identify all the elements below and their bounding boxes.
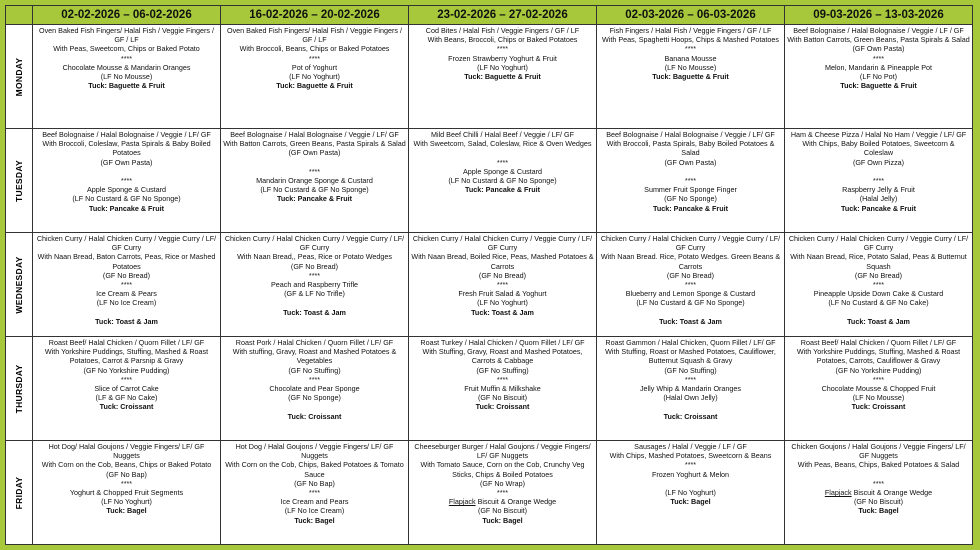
menu-line: Beef Bolognaise / Halal Bolognaise / Veggie / LF/ GF <box>606 130 775 139</box>
menu-line <box>599 308 782 317</box>
separator: **** <box>684 460 697 470</box>
separator: **** <box>496 488 509 498</box>
menu-line: (GF No Bap) <box>106 469 147 479</box>
menu-line <box>599 402 782 411</box>
menu-line: Roast Turkey / Halal Chicken / Quorn Fillet / LF/ GF <box>420 338 585 347</box>
menu-line: Cheeseburger Burger / Halal Goujons / Veggie Fingers/ LF/ GF Nuggets <box>414 442 591 461</box>
menu-line: (LF No Ice Cream) <box>96 298 157 308</box>
menu-line: Frozen Yoghurt & Melon <box>651 469 730 479</box>
menu-line: Hot Dog/ Halal Goujons / Veggie Fingers/ LF/ GF Nuggets <box>48 442 205 461</box>
menu-line: (GF No Yorkshire Pudding) <box>835 365 922 375</box>
menu-line: Oven Baked Fish Fingers/ Halal Fish / Veggie Fingers / GF / LF <box>227 26 402 45</box>
menu-line: Beef Bolognaise / Halal Bolognaise / Veggie / LF/ GF <box>230 130 399 139</box>
separator: **** <box>308 488 321 498</box>
separator: **** <box>120 280 133 290</box>
menu-cell <box>33 25 221 129</box>
menu-line: With Naan Bread, Boiled Rice, Peas, Mashed Potatoes & Carrots <box>411 252 594 271</box>
menu-line <box>35 167 218 176</box>
week-header-row <box>6 6 973 25</box>
menu-line: Mandarin Orange Sponge & Custard <box>256 176 373 186</box>
day-label-cell <box>6 233 33 337</box>
menu-line: With Broccoli, Coleslaw, Pasta Spirals & Baby Boiled Potatoes <box>42 139 211 158</box>
menu-line: Ham & Cheese Pizza / Halal No Ham / Veggie / LF/ GF <box>790 130 967 139</box>
separator: **** <box>872 176 885 186</box>
separator: **** <box>872 478 885 488</box>
dessert-link-word: Flapjack <box>448 497 476 507</box>
menu-line: Pineapple Upside Down Cake & Custard <box>813 289 944 299</box>
menu-cell <box>221 25 409 129</box>
menu-table <box>5 5 973 545</box>
menu-line: (GF No Wrap) <box>480 478 525 488</box>
dessert-rest: Biscuit & Orange Wedge <box>475 497 557 507</box>
menu-line: With Peas, Spaghetti Hoops, Chips & Mashed Potatoes <box>602 35 779 45</box>
menu-line: (LF No Mousse) <box>664 62 717 72</box>
day-label: THURSDAY <box>14 364 24 413</box>
tuck-line: Tuck: Pancake & Fruit <box>653 203 728 213</box>
menu-cell <box>33 129 221 233</box>
menu-cell <box>221 129 409 233</box>
menu-cell <box>785 233 973 337</box>
tuck-line: Tuck: Pancake & Fruit <box>841 203 916 213</box>
menu-line: (LF No Yoghurt) <box>477 62 528 72</box>
menu-line: Peach and Raspberry Trifle <box>270 280 359 290</box>
tuck-line: Tuck: Toast & Jam <box>95 316 158 326</box>
menu-line: (LF No Mousse) <box>852 393 905 403</box>
menu-line: With Batton Carrots, Green Beans, Pasta Spirals & Salad <box>787 35 970 45</box>
week-header: 23-02-2026 – 27-02-2026 <box>409 6 597 25</box>
menu-line: Chicken Goujons / Halal Goujons / Veggie Fingers/ LF/ GF Nuggets <box>791 442 966 461</box>
menu-line <box>787 470 970 479</box>
tuck-line: Tuck: Croissant <box>851 402 906 412</box>
tuck-line: Tuck: Bagel <box>670 497 711 507</box>
menu-cell <box>33 233 221 337</box>
menu-line <box>223 402 406 411</box>
tuck-line: Tuck: Bagel <box>858 506 899 516</box>
menu-line: (GF Own Pasta) <box>852 44 905 54</box>
menu-line: (GF Own Pasta) <box>664 157 717 167</box>
menu-line: (LF No Mousse) <box>100 72 153 82</box>
menu-cell <box>409 441 597 545</box>
menu-line: Sausages / Halal / Veggie / LF / GF <box>634 442 747 451</box>
tuck-line: Tuck: Baguette & Fruit <box>276 81 353 91</box>
menu-line: (GF No Stuffing) <box>288 365 341 375</box>
tuck-line: Tuck: Croissant <box>99 402 154 412</box>
menu-line: Ice Cream and Pears <box>280 497 349 507</box>
menu-line: Raspberry Jelly & Fruit <box>842 185 915 195</box>
day-row-wednesday <box>6 233 973 337</box>
menu-line: Ice Cream & Pears <box>96 289 157 299</box>
menu-line: (GF Own Pasta) <box>100 157 153 167</box>
week-header: 02-03-2026 – 06-03-2026 <box>597 6 785 25</box>
separator: **** <box>496 44 509 54</box>
tuck-line: Tuck: Croissant <box>475 402 530 412</box>
separator: **** <box>308 166 321 176</box>
menu-line: (Halal Own Jelly) <box>663 393 718 403</box>
tuck-line: Tuck: Croissant <box>663 411 718 421</box>
dessert-rest: Biscuit & Orange Wedge <box>851 488 933 498</box>
tuck-line: Tuck: Baguette & Fruit <box>88 81 165 91</box>
menu-line: With stuffing, Gravy, Roast and Mashed Potatoes & Vegetables <box>232 347 397 366</box>
menu-line: With Chips, Baby Boiled Potatoes, Sweetcorn & Coleslaw <box>802 139 955 158</box>
menu-line: (LF No Yoghurt) <box>289 72 340 82</box>
separator: **** <box>120 176 133 186</box>
menu-line: Apple Sponge & Custard <box>86 185 167 195</box>
menu-line: (LF No Custard & GF No Sponge) <box>260 185 369 195</box>
menu-line: (LF No Custard & GF No Sponge) <box>636 298 745 308</box>
menu-line: (GF No Bread) <box>290 261 339 271</box>
separator: **** <box>872 374 885 384</box>
menu-line: With Corn on the Cob, Beans, Chips or Baked Potato <box>41 460 212 470</box>
day-row-thursday <box>6 337 973 441</box>
menu-line: Blueberry and Lemon Sponge & Custard <box>625 289 756 299</box>
menu-line: (LF No Custard & GF No Sponge) <box>72 194 181 204</box>
day-row-tuesday <box>6 129 973 233</box>
tuck-line: Tuck: Baguette & Fruit <box>652 72 729 82</box>
menu-line: Chicken Curry / Halal Chicken Curry / Veggie Curry / LF/ GF Curry <box>788 234 969 253</box>
menu-frame <box>5 5 973 545</box>
menu-cell <box>409 233 597 337</box>
separator: **** <box>120 478 133 488</box>
menu-line: Chicken Curry / Halal Chicken Curry / Veggie Curry / LF/ GF Curry <box>36 234 217 253</box>
tuck-line: Tuck: Toast & Jam <box>659 316 722 326</box>
menu-line <box>223 158 406 167</box>
menu-line: Chocolate Mousse & Mandarin Oranges <box>62 62 191 72</box>
corner-cell <box>6 6 33 25</box>
week-header: 02-02-2026 – 06-02-2026 <box>33 6 221 25</box>
menu-line: (LF No Custard & GF No Sponge) <box>448 176 557 186</box>
separator: **** <box>308 270 321 280</box>
day-label-cell <box>6 337 33 441</box>
menu-line <box>411 148 594 157</box>
menu-line: With Broccoli, Beans, Chips or Baked Potatoes <box>239 44 390 54</box>
day-label: MONDAY <box>14 57 24 96</box>
menu-cell <box>785 129 973 233</box>
separator: **** <box>496 280 509 290</box>
menu-line: Oven Baked Fish Fingers/ Halal Fish / Veggie Fingers / GF / LF <box>39 26 214 45</box>
menu-line: (LF & GF No Cake) <box>95 393 158 403</box>
menu-line: Yoghurt & Chopped Fruit Segments <box>69 488 184 498</box>
menu-line: With Sweetcorn, Salad, Coleslaw, Rice & Oven Wedges <box>413 139 592 149</box>
menu-cell <box>409 25 597 129</box>
menu-line: With Naan Bread. Rice, Potato Wedges. Green Beans & Carrots <box>600 252 781 271</box>
tuck-line: Tuck: Bagel <box>482 515 523 525</box>
menu-line: With Naan Bread,, Peas, Rice or Potato Wedges <box>237 252 392 262</box>
menu-line <box>787 167 970 176</box>
menu-line: (GF & LF No Trifle) <box>284 289 345 299</box>
menu-line: (GF Own Pasta) <box>288 148 341 158</box>
tuck-line: Tuck: Baguette & Fruit <box>464 72 541 82</box>
tuck-line: Tuck: Baguette & Fruit <box>840 81 917 91</box>
separator: **** <box>308 374 321 384</box>
menu-line: With Tomato Sauce, Corn on the Cob, Crunchy Veg Sticks, Chips & Boiled Potatoes <box>420 460 585 479</box>
menu-line: With Beans, Broccoli, Chips or Baked Potatoes <box>427 35 578 45</box>
menu-line: Mild Beef Chilli / Halal Beef / Veggie / LF/ GF <box>430 130 574 139</box>
menu-line <box>599 479 782 488</box>
menu-line: With Stuffing, Gravy, Roast and Mashed Potatoes, Carrots & Cabbage <box>422 347 583 366</box>
menu-cell <box>221 233 409 337</box>
menu-cell <box>597 337 785 441</box>
menu-line: With Corn on the Cob, Chips, Baked Potatoes & Tomato Sauce <box>225 460 404 479</box>
menu-cell <box>409 337 597 441</box>
menu-line: Summer Fruit Sponge Finger <box>644 185 737 195</box>
dessert-line <box>411 497 594 506</box>
menu-cell <box>221 441 409 545</box>
menu-line: (GF No Bread) <box>102 270 151 280</box>
tuck-line: Tuck: Bagel <box>106 506 147 516</box>
menu-line <box>787 308 970 317</box>
menu-line: Hot Dog / Halal Goujons / Veggie Fingers/ LF/ GF Nuggets <box>235 442 394 461</box>
menu-cell <box>221 337 409 441</box>
menu-cell <box>33 337 221 441</box>
separator: **** <box>120 374 133 384</box>
tuck-line: Tuck: Pancake & Fruit <box>277 194 352 204</box>
menu-line: With Yorkshire Puddings, Stuffing, Mashed & Roast Potatoes, Carrots, Cauliflower & Gravy <box>796 347 961 366</box>
day-row-monday <box>6 25 973 129</box>
tuck-line: Tuck: Toast & Jam <box>471 307 534 317</box>
menu-line: (GF No Sponge) <box>664 194 717 204</box>
menu-line: With Naan Bread, Rice, Potato Salad, Peas & Butternut Squash <box>790 252 967 271</box>
menu-cell <box>785 441 973 545</box>
menu-line: Fruit Muffin & Milkshake <box>464 384 541 394</box>
tuck-line: Tuck: Croissant <box>287 411 342 421</box>
menu-line: Beef Bolognaise / Halal Bolognaise / Veggie / LF/ GF <box>42 130 211 139</box>
tuck-line: Tuck: Bagel <box>294 515 335 525</box>
menu-line: (LF No Custard & GF No Cake) <box>828 298 929 308</box>
menu-line: Apple Sponge & Custard <box>462 166 543 176</box>
separator: **** <box>872 53 885 63</box>
menu-line: (GF No Stuffing) <box>476 365 529 375</box>
menu-cell <box>409 129 597 233</box>
menu-line: (LF No Ice Cream) <box>284 506 345 516</box>
menu-line: Roast Pork / Halal Chicken / Quorn Fillet / LF/ GF <box>235 338 394 347</box>
menu-line: (GF No Bread) <box>854 270 903 280</box>
menu-line: (GF No Bap) <box>294 478 335 488</box>
menu-line: (GF Own Pizza) <box>852 157 905 167</box>
menu-line: Chocolate Mousse & Chopped Fruit <box>821 384 936 394</box>
menu-line: With Naan Bread, Baton Carrots, Peas, Rice or Mashed Potatoes <box>37 252 216 271</box>
menu-cell <box>597 233 785 337</box>
menu-line: (GF No Biscuit) <box>853 497 904 507</box>
day-label: FRIDAY <box>14 476 24 509</box>
tuck-line: Tuck: Toast & Jam <box>847 316 910 326</box>
separator: **** <box>496 374 509 384</box>
day-label: TUESDAY <box>14 159 24 202</box>
menu-line: Roast Gammon / Halal Chicken, Quorn Fillet / LF/ GF <box>605 338 776 347</box>
menu-line: Fresh Fruit Salad & Yoghurt <box>458 289 547 299</box>
menu-line: (LF No Pot) <box>859 72 898 82</box>
separator: **** <box>684 374 697 384</box>
menu-cell <box>597 129 785 233</box>
separator: **** <box>496 157 509 167</box>
menu-line: With Broccoli, Pasta Spirals, Baby Boiled Potatoes & Salad <box>606 139 775 158</box>
dessert-line <box>787 488 970 497</box>
separator: **** <box>684 44 697 54</box>
menu-line: With Peas, Sweetcorn, Chips or Baked Potato <box>53 44 200 54</box>
menu-line: (GF No Yorkshire Pudding) <box>83 365 170 375</box>
menu-line: Melon, Mandarin & Pineapple Pot <box>824 62 933 72</box>
menu-line: (GF No Stuffing) <box>664 365 717 375</box>
menu-line: (LF No Yoghurt) <box>477 298 528 308</box>
menu-line: Roast Beef/ Halal Chicken / Quorn Fillet / LF/ GF <box>800 338 957 347</box>
separator: **** <box>120 53 133 63</box>
day-row-friday <box>6 441 973 545</box>
menu-line: (GF No Sponge) <box>288 393 341 403</box>
menu-line: With Chips, Mashed Potatoes, Sweetcorn & Beans <box>609 451 772 461</box>
menu-line <box>35 308 218 317</box>
menu-line <box>599 167 782 176</box>
menu-cell <box>33 441 221 545</box>
menu-line: Pot of Yoghurt <box>291 62 338 72</box>
separator: **** <box>872 280 885 290</box>
week-header: 16-02-2026 – 20-02-2026 <box>221 6 409 25</box>
menu-line: (LF No Yoghurt) <box>665 488 716 498</box>
menu-line: With Peas, Beans, Chips, Baked Potatoes & Salad <box>797 460 960 470</box>
menu-line: (LF No Yoghurt) <box>101 497 152 507</box>
menu-line: Fish Fingers / Halal Fish / Veggie Fingers / GF / LF <box>609 26 772 35</box>
menu-line: (GF No Biscuit) <box>477 506 528 516</box>
menu-cell <box>785 337 973 441</box>
menu-line: (Halal Jelly) <box>859 194 898 204</box>
menu-line: (GF No Bread) <box>666 270 715 280</box>
menu-cell <box>785 25 973 129</box>
menu-line: Frozen Strawberry Yoghurt & Fruit <box>448 53 557 63</box>
separator: **** <box>684 176 697 186</box>
day-label-cell <box>6 129 33 233</box>
tuck-line: Tuck: Toast & Jam <box>283 307 346 317</box>
menu-line: With Stuffing, Roast or Mashed Potatoes, Cauliflower, Butternut Squash & Gravy <box>605 347 776 366</box>
separator: **** <box>684 280 697 290</box>
menu-line: (GF No Biscuit) <box>477 393 528 403</box>
tuck-line: Tuck: Pancake & Fruit <box>465 185 540 195</box>
dessert-link-word: Flapjack <box>824 488 852 498</box>
menu-line: Slice of Carrot Cake <box>94 384 159 394</box>
menu-line: Chocolate and Pear Sponge <box>269 384 360 394</box>
menu-line: Beef Bolognaise / Halal Bolognaise / Veggie / LF / GF <box>793 26 964 35</box>
day-label: WEDNESDAY <box>14 255 24 314</box>
menu-line: (GF No Bread) <box>478 270 527 280</box>
menu-line: Banana Mousse <box>664 53 717 63</box>
menu-line: With Yorkshire Puddings, Stuffing, Mashed & Roast Potatoes, Carrot & Parsnip & Gravy <box>44 347 209 366</box>
menu-cell <box>597 25 785 129</box>
menu-line: Cod Bites / Halal Fish / Veggie Fingers / GF / LF <box>425 26 580 35</box>
menu-line: Chicken Curry / Halal Chicken Curry / Veggie Curry / LF/ GF Curry <box>600 234 781 253</box>
day-label-cell <box>6 25 33 129</box>
week-header: 09-03-2026 – 13-03-2026 <box>785 6 973 25</box>
menu-line: Roast Beef/ Halal Chicken / Quorn Fillet / LF/ GF <box>48 338 205 347</box>
menu-line <box>223 298 406 307</box>
menu-cell <box>597 441 785 545</box>
separator: **** <box>308 53 321 63</box>
menu-line: With Batton Carrots, Green Beans, Pasta Spirals & Salad <box>223 139 406 149</box>
day-label-cell <box>6 441 33 545</box>
menu-line: Chicken Curry / Halal Chicken Curry / Veggie Curry / LF/ GF Curry <box>412 234 593 253</box>
menu-line: Chicken Curry / Halal Chicken Curry / Veggie Curry / LF/ GF Curry <box>224 234 405 253</box>
menu-line: Jelly Whip & Mandarin Oranges <box>639 384 742 394</box>
tuck-line: Tuck: Pancake & Fruit <box>89 203 164 213</box>
